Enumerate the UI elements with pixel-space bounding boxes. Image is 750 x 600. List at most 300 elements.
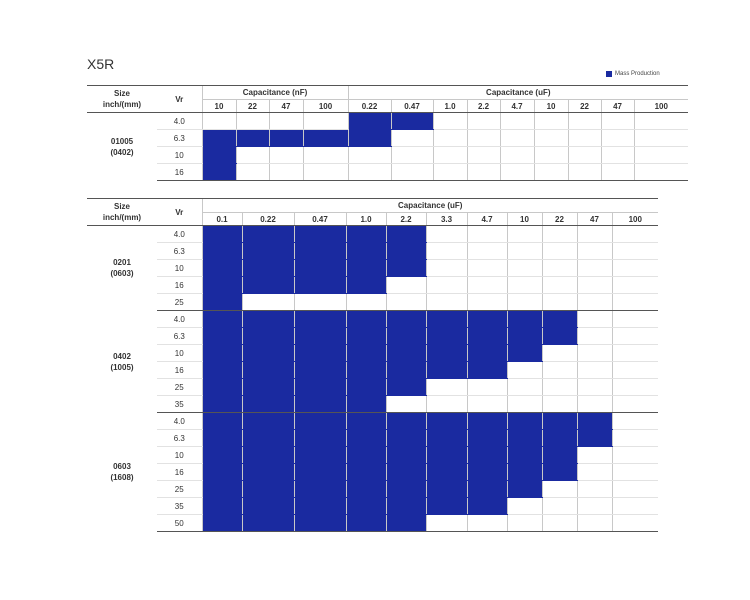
mass-production-cell xyxy=(346,345,386,362)
empty-cell xyxy=(294,294,346,311)
mass-production-cell xyxy=(294,447,346,464)
mass-production-cell xyxy=(507,413,542,430)
mass-production-cell xyxy=(294,345,346,362)
mass-production-cell xyxy=(426,328,467,345)
mass-production-cell xyxy=(507,447,542,464)
mass-production-cell xyxy=(242,498,294,515)
group-header-uf: Capacitance (uF) xyxy=(202,199,658,213)
mass-production-cell xyxy=(202,464,242,481)
empty-cell xyxy=(612,243,658,260)
mass-production-cell xyxy=(507,345,542,362)
empty-cell xyxy=(507,260,542,277)
empty-cell xyxy=(577,243,612,260)
empty-cell xyxy=(467,515,507,532)
mass-production-cell xyxy=(294,498,346,515)
empty-cell xyxy=(467,113,500,130)
mass-production-cell xyxy=(426,311,467,328)
empty-cell xyxy=(534,164,568,181)
column-header: 22 xyxy=(542,213,577,226)
empty-cell xyxy=(577,260,612,277)
mass-production-cell xyxy=(294,464,346,481)
empty-cell xyxy=(577,311,612,328)
size-header: Size inch/(mm) xyxy=(87,86,157,113)
empty-cell xyxy=(568,147,601,164)
empty-cell xyxy=(507,277,542,294)
size-header: Size inch/(mm) xyxy=(87,199,157,226)
empty-cell xyxy=(577,277,612,294)
mass-production-cell xyxy=(346,328,386,345)
empty-cell xyxy=(467,130,500,147)
column-header: 1.0 xyxy=(346,213,386,226)
empty-cell xyxy=(542,277,577,294)
empty-cell xyxy=(577,362,612,379)
empty-cell xyxy=(507,396,542,413)
empty-cell xyxy=(568,113,601,130)
mass-production-cell xyxy=(507,430,542,447)
legend-label: Mass Production xyxy=(615,71,660,77)
empty-cell xyxy=(433,130,467,147)
empty-cell xyxy=(303,164,348,181)
mass-production-cell xyxy=(242,464,294,481)
empty-cell xyxy=(542,515,577,532)
table-row xyxy=(87,498,658,515)
empty-cell xyxy=(467,243,507,260)
mass-production-cell xyxy=(348,130,391,147)
mass-production-cell xyxy=(242,345,294,362)
voltage-label: 4.0 xyxy=(157,311,202,328)
mass-production-cell xyxy=(386,464,426,481)
empty-cell xyxy=(612,277,658,294)
column-header: 10 xyxy=(534,100,568,113)
mass-production-cell xyxy=(386,379,426,396)
voltage-label: 35 xyxy=(157,396,202,413)
mass-production-cell xyxy=(202,243,242,260)
column-header: 2.2 xyxy=(386,213,426,226)
mass-production-cell xyxy=(202,226,242,243)
mass-production-cell xyxy=(467,413,507,430)
empty-cell xyxy=(612,362,658,379)
mass-production-cell xyxy=(467,481,507,498)
empty-cell xyxy=(577,226,612,243)
mass-production-cell xyxy=(507,328,542,345)
empty-cell xyxy=(236,113,269,130)
mass-production-cell xyxy=(542,311,577,328)
empty-cell xyxy=(386,396,426,413)
mass-production-cell xyxy=(346,481,386,498)
empty-cell xyxy=(577,447,612,464)
empty-cell xyxy=(507,515,542,532)
empty-cell xyxy=(612,311,658,328)
voltage-label: 16 xyxy=(157,464,202,481)
table-row xyxy=(87,464,658,481)
column-header: 3.3 xyxy=(426,213,467,226)
mass-production-cell xyxy=(202,277,242,294)
table-row xyxy=(87,294,658,311)
size-label: 0402 (1005) xyxy=(110,351,134,372)
empty-cell xyxy=(467,147,500,164)
empty-cell xyxy=(542,226,577,243)
column-header: 47 xyxy=(577,213,612,226)
mass-production-cell xyxy=(242,328,294,345)
empty-cell xyxy=(346,294,386,311)
empty-cell xyxy=(577,345,612,362)
mass-production-cell xyxy=(202,430,242,447)
mass-production-cell xyxy=(202,362,242,379)
mass-production-cell xyxy=(346,447,386,464)
mass-production-cell xyxy=(386,515,426,532)
empty-cell xyxy=(426,260,467,277)
mass-production-cell xyxy=(202,147,236,164)
mass-production-cell xyxy=(542,464,577,481)
column-header: 100 xyxy=(303,100,348,113)
empty-cell xyxy=(426,379,467,396)
column-header: 2.2 xyxy=(467,100,500,113)
empty-cell xyxy=(612,413,658,430)
table-row xyxy=(87,413,658,430)
empty-cell xyxy=(612,447,658,464)
mass-production-cell xyxy=(294,430,346,447)
mass-production-cell xyxy=(294,396,346,413)
empty-cell xyxy=(542,345,577,362)
size-label: 01005 (0402) xyxy=(110,136,134,157)
empty-cell xyxy=(426,226,467,243)
size-label: 0603 (1608) xyxy=(110,462,134,482)
mass-production-cell xyxy=(386,362,426,379)
voltage-label: 6.3 xyxy=(157,430,202,447)
empty-cell xyxy=(612,379,658,396)
mass-production-cell xyxy=(507,481,542,498)
legend-swatch xyxy=(606,71,612,77)
mass-production-cell xyxy=(242,379,294,396)
mass-production-cell xyxy=(386,345,426,362)
mass-production-cell xyxy=(202,345,242,362)
table-row xyxy=(87,430,658,447)
mass-production-cell xyxy=(346,277,386,294)
voltage-label: 25 xyxy=(157,379,202,396)
empty-cell xyxy=(386,294,426,311)
mass-production-cell xyxy=(467,328,507,345)
empty-cell xyxy=(542,396,577,413)
mass-production-cell xyxy=(426,464,467,481)
empty-cell xyxy=(426,396,467,413)
voltage-label: 35 xyxy=(157,498,202,515)
mass-production-cell xyxy=(346,413,386,430)
empty-cell xyxy=(348,164,391,181)
empty-cell xyxy=(500,147,534,164)
mass-production-cell xyxy=(386,226,426,243)
mass-production-cell xyxy=(242,515,294,532)
mass-production-cell xyxy=(386,260,426,277)
empty-cell xyxy=(534,147,568,164)
mass-production-cell xyxy=(346,362,386,379)
empty-cell xyxy=(634,113,688,130)
voltage-label: 4.0 xyxy=(157,226,202,243)
column-header: 4.7 xyxy=(467,213,507,226)
table-row xyxy=(87,311,658,328)
column-header: 22 xyxy=(568,100,601,113)
table-row xyxy=(87,243,658,260)
empty-cell xyxy=(269,147,303,164)
column-header: 22 xyxy=(236,100,269,113)
mass-production-cell xyxy=(294,260,346,277)
column-header: 47 xyxy=(269,100,303,113)
empty-cell xyxy=(303,113,348,130)
mass-production-cell xyxy=(202,447,242,464)
empty-cell xyxy=(577,481,612,498)
table-row xyxy=(87,113,688,130)
mass-production-cell xyxy=(294,243,346,260)
empty-cell xyxy=(507,362,542,379)
column-header: 100 xyxy=(612,213,658,226)
voltage-label: 10 xyxy=(157,345,202,362)
empty-cell xyxy=(577,464,612,481)
empty-cell xyxy=(202,113,236,130)
empty-cell xyxy=(577,396,612,413)
column-header: 10 xyxy=(507,213,542,226)
page-title: X5R xyxy=(87,56,115,72)
empty-cell xyxy=(542,481,577,498)
table-row xyxy=(87,379,658,396)
empty-cell xyxy=(426,277,467,294)
column-header: 0.47 xyxy=(294,213,346,226)
empty-cell xyxy=(577,515,612,532)
empty-cell xyxy=(612,515,658,532)
empty-cell xyxy=(507,243,542,260)
vr-header: Vr xyxy=(157,86,202,113)
empty-cell xyxy=(577,498,612,515)
mass-production-cell xyxy=(236,130,269,147)
mass-production-cell xyxy=(577,413,612,430)
empty-cell xyxy=(507,379,542,396)
mass-production-cell xyxy=(242,277,294,294)
mass-production-cell xyxy=(202,260,242,277)
mass-production-cell xyxy=(202,328,242,345)
mass-production-cell xyxy=(386,481,426,498)
table-row xyxy=(87,226,658,243)
mass-production-cell xyxy=(202,498,242,515)
vr-header: Vr xyxy=(157,199,202,226)
mass-production-cell xyxy=(242,396,294,413)
voltage-label: 25 xyxy=(157,481,202,498)
empty-cell xyxy=(467,164,500,181)
mass-production-cell xyxy=(426,430,467,447)
voltage-label: 4.0 xyxy=(157,113,202,130)
mass-production-cell xyxy=(577,430,612,447)
empty-cell xyxy=(467,277,507,294)
mass-production-cell xyxy=(202,481,242,498)
empty-cell xyxy=(542,294,577,311)
mass-production-cell xyxy=(386,328,426,345)
mass-production-cell xyxy=(202,413,242,430)
empty-cell xyxy=(601,130,634,147)
mass-production-cell xyxy=(294,379,346,396)
column-header: 100 xyxy=(634,100,688,113)
mass-production-cell xyxy=(426,447,467,464)
mass-production-cell xyxy=(346,311,386,328)
mass-production-cell xyxy=(294,226,346,243)
mass-production-cell xyxy=(202,379,242,396)
mass-production-cell xyxy=(346,430,386,447)
mass-production-cell xyxy=(426,413,467,430)
mass-production-cell xyxy=(346,379,386,396)
empty-cell xyxy=(426,294,467,311)
empty-cell xyxy=(534,113,568,130)
empty-cell xyxy=(634,164,688,181)
mass-production-cell xyxy=(294,481,346,498)
mass-production-cell xyxy=(242,447,294,464)
mass-production-cell xyxy=(202,396,242,413)
voltage-label: 6.3 xyxy=(157,328,202,345)
empty-cell xyxy=(568,130,601,147)
mass-production-cell xyxy=(386,413,426,430)
mass-production-cell xyxy=(386,430,426,447)
mass-production-cell xyxy=(294,515,346,532)
group-header-uf: Capacitance (uF) xyxy=(348,86,688,100)
voltage-label: 25 xyxy=(157,294,202,311)
voltage-label: 16 xyxy=(157,362,202,379)
column-header: 47 xyxy=(601,100,634,113)
mass-production-cell xyxy=(386,243,426,260)
empty-cell xyxy=(542,362,577,379)
column-header: 0.22 xyxy=(348,100,391,113)
column-header: 0.47 xyxy=(391,100,433,113)
mass-production-cell xyxy=(242,311,294,328)
column-header: 4.7 xyxy=(500,100,534,113)
mass-production-cell xyxy=(426,481,467,498)
voltage-label: 6.3 xyxy=(157,130,202,147)
capacitance-table-0201-0603 xyxy=(87,198,658,532)
mass-production-cell xyxy=(346,515,386,532)
column-header: 0.1 xyxy=(202,213,242,226)
mass-production-cell xyxy=(202,294,242,311)
mass-production-cell xyxy=(348,113,391,130)
table-row xyxy=(87,362,658,379)
empty-cell xyxy=(500,130,534,147)
column-header: 0.22 xyxy=(242,213,294,226)
empty-cell xyxy=(542,498,577,515)
mass-production-cell xyxy=(467,362,507,379)
empty-cell xyxy=(500,164,534,181)
mass-production-cell xyxy=(294,277,346,294)
empty-cell xyxy=(303,147,348,164)
mass-production-cell xyxy=(294,413,346,430)
size-label: 0201 (0603) xyxy=(110,258,134,279)
empty-cell xyxy=(236,147,269,164)
mass-production-cell xyxy=(426,362,467,379)
empty-cell xyxy=(269,164,303,181)
voltage-label: 10 xyxy=(157,260,202,277)
empty-cell xyxy=(542,243,577,260)
table-row xyxy=(87,147,688,164)
empty-cell xyxy=(634,147,688,164)
mass-production-cell xyxy=(346,464,386,481)
empty-cell xyxy=(612,498,658,515)
mass-production-cell xyxy=(542,430,577,447)
table-row xyxy=(87,345,658,362)
empty-cell xyxy=(391,130,433,147)
mass-production-cell xyxy=(467,464,507,481)
empty-cell xyxy=(612,345,658,362)
table-row xyxy=(87,328,658,345)
table-row xyxy=(87,515,658,532)
mass-production-cell xyxy=(386,311,426,328)
mass-production-cell xyxy=(386,498,426,515)
empty-cell xyxy=(426,515,467,532)
empty-cell xyxy=(542,260,577,277)
mass-production-cell xyxy=(202,164,236,181)
mass-production-cell xyxy=(467,447,507,464)
mass-production-cell xyxy=(467,498,507,515)
mass-production-cell xyxy=(346,396,386,413)
empty-cell xyxy=(433,147,467,164)
table-row xyxy=(87,277,658,294)
empty-cell xyxy=(577,294,612,311)
mass-production-cell xyxy=(426,345,467,362)
table-row xyxy=(87,481,658,498)
empty-cell xyxy=(612,328,658,345)
mass-production-cell xyxy=(386,447,426,464)
mass-production-cell xyxy=(303,130,348,147)
voltage-label: 10 xyxy=(157,447,202,464)
empty-cell xyxy=(577,379,612,396)
empty-cell xyxy=(507,226,542,243)
empty-cell xyxy=(577,328,612,345)
empty-cell xyxy=(467,260,507,277)
mass-production-cell xyxy=(294,362,346,379)
mass-production-cell xyxy=(242,226,294,243)
empty-cell xyxy=(534,130,568,147)
empty-cell xyxy=(433,113,467,130)
mass-production-cell xyxy=(346,243,386,260)
mass-production-cell xyxy=(346,498,386,515)
mass-production-cell xyxy=(507,464,542,481)
mass-production-cell xyxy=(242,243,294,260)
empty-cell xyxy=(467,294,507,311)
mass-production-cell xyxy=(542,413,577,430)
empty-cell xyxy=(467,226,507,243)
mass-production-cell xyxy=(467,345,507,362)
mass-production-cell xyxy=(269,130,303,147)
mass-production-cell xyxy=(242,260,294,277)
empty-cell xyxy=(348,147,391,164)
mass-production-cell xyxy=(346,260,386,277)
mass-production-cell xyxy=(242,481,294,498)
mass-production-cell xyxy=(467,430,507,447)
column-header: 10 xyxy=(202,100,236,113)
mass-production-cell xyxy=(202,311,242,328)
empty-cell xyxy=(507,498,542,515)
mass-production-cell xyxy=(242,430,294,447)
mass-production-cell xyxy=(294,328,346,345)
capacitance-table-01005 xyxy=(87,85,688,181)
mass-production-cell xyxy=(202,130,236,147)
empty-cell xyxy=(612,260,658,277)
mass-production-cell xyxy=(391,113,433,130)
mass-production-cell xyxy=(346,226,386,243)
mass-production-cell xyxy=(294,311,346,328)
empty-cell xyxy=(612,481,658,498)
empty-cell xyxy=(612,464,658,481)
empty-cell xyxy=(634,130,688,147)
empty-cell xyxy=(542,379,577,396)
voltage-label: 6.3 xyxy=(157,243,202,260)
empty-cell xyxy=(467,396,507,413)
empty-cell xyxy=(269,113,303,130)
mass-production-cell xyxy=(542,447,577,464)
voltage-label: 16 xyxy=(157,277,202,294)
empty-cell xyxy=(500,113,534,130)
empty-cell xyxy=(386,277,426,294)
